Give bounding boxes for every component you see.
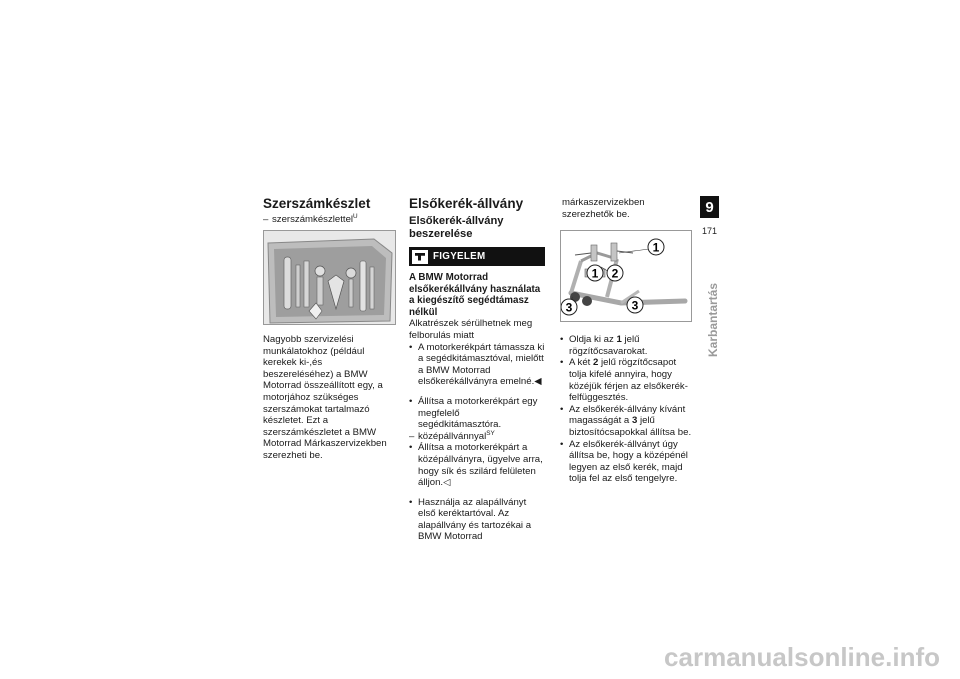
callout-3b: 3 bbox=[631, 298, 639, 313]
center-stand-note-sup: SY bbox=[486, 429, 495, 437]
warning-label: FIGYELEM bbox=[433, 250, 486, 262]
tool-kit-illustration bbox=[264, 231, 396, 325]
list-item: • Az elsőkerék-állványt úgy állítsa be, hogy a középénél legyen az első kerék, majd tolja fel az első tengelyre. bbox=[560, 439, 692, 485]
section-title-front-stand: Elsőkerék-állvány bbox=[409, 196, 524, 211]
list-item: • Az elsőkerék-állvány kívánt magasságát a 3 jelű biztosítócsapokkal állítsa be. bbox=[560, 404, 692, 439]
center-stand-note bbox=[409, 431, 545, 443]
section-title-tool-kit: Szerszámkészlet bbox=[263, 196, 371, 211]
warning-banner bbox=[409, 247, 545, 266]
list-item: • Oldja ki az 1 jelű rögzítőcsavarokat. bbox=[560, 334, 692, 357]
callout-2: 2 bbox=[611, 266, 619, 281]
list-item: • Használja az alapállványt első keréktartóval. Az alapállvány és tartozékai a BMW Motorrad bbox=[409, 497, 545, 543]
step-list-2 bbox=[409, 442, 545, 488]
front-stand-figure bbox=[560, 230, 692, 322]
tool-kit-figure bbox=[263, 230, 396, 325]
list-item: • A motorkerékpárt támassza ki a segédkitámasztóval, mielőtt a BMW Motorrad elsőkerékállványra emelné.◀ bbox=[409, 342, 545, 388]
front-stand-illustration bbox=[561, 231, 692, 322]
column-front-stand bbox=[409, 196, 545, 543]
equipment-note bbox=[263, 212, 395, 225]
warning-body: Alkatrészek sérülhetnek meg felborulás miatt bbox=[409, 318, 533, 341]
column-tool-kit bbox=[263, 196, 395, 462]
column-stand-steps bbox=[560, 197, 692, 485]
subsection-title-install: Elsőkerék-állvány beszerelése bbox=[409, 215, 504, 240]
callout-1b: 1 bbox=[591, 266, 599, 281]
warning-bullet-list bbox=[409, 342, 545, 388]
warning-icon bbox=[412, 250, 428, 264]
continuation-text: márkaszervizekben szerezhetők be. bbox=[562, 197, 645, 220]
page-number: 171 bbox=[701, 226, 718, 236]
chapter-number: 9 bbox=[700, 196, 719, 218]
list-item: • Állítsa a motorkerékpárt egy megfelelő segédkitámasztóra. bbox=[409, 396, 545, 431]
section-side-label: Karbantartás bbox=[706, 282, 720, 358]
watermark: carmanualsonline.info bbox=[664, 642, 940, 672]
center-stand-note-text: középállvánnyal bbox=[418, 430, 487, 442]
warning-title: A BMW Motorrad elsőkerékállvány használata a kiegészítő segédtámasz nélkül bbox=[409, 272, 541, 318]
tool-kit-paragraph: Nagyobb szervizelési munkálatokhoz (például kerekek ki-,és beszereléséhez) a BMW Motorrad összeállított egy, a motorjához szükséges szerszámokat tartalmazó készletet. Ezt a szerszámkészletet a BMW Motorrad Márkaszervizekben szerezheti be. bbox=[263, 334, 387, 461]
equipment-note-text: szerszámkészlettel bbox=[272, 214, 354, 225]
equipment-note-sup: U bbox=[353, 212, 358, 220]
stand-step-list bbox=[560, 334, 692, 485]
callout-3a: 3 bbox=[565, 300, 573, 315]
step-list bbox=[409, 396, 545, 431]
list-item: • Állítsa a motorkerékpárt a középállványra, ügyelve arra, hogy sík és szilárd felületen álljon.◁ bbox=[409, 442, 545, 488]
list-item: • A két 2 jelű rögzítőcsapot tolja kifelé annyira, hogy közéjük férjen az elsőkerék-felfüggesztés. bbox=[560, 357, 692, 403]
step-list-3 bbox=[409, 497, 545, 543]
callout-1: 1 bbox=[652, 240, 660, 255]
